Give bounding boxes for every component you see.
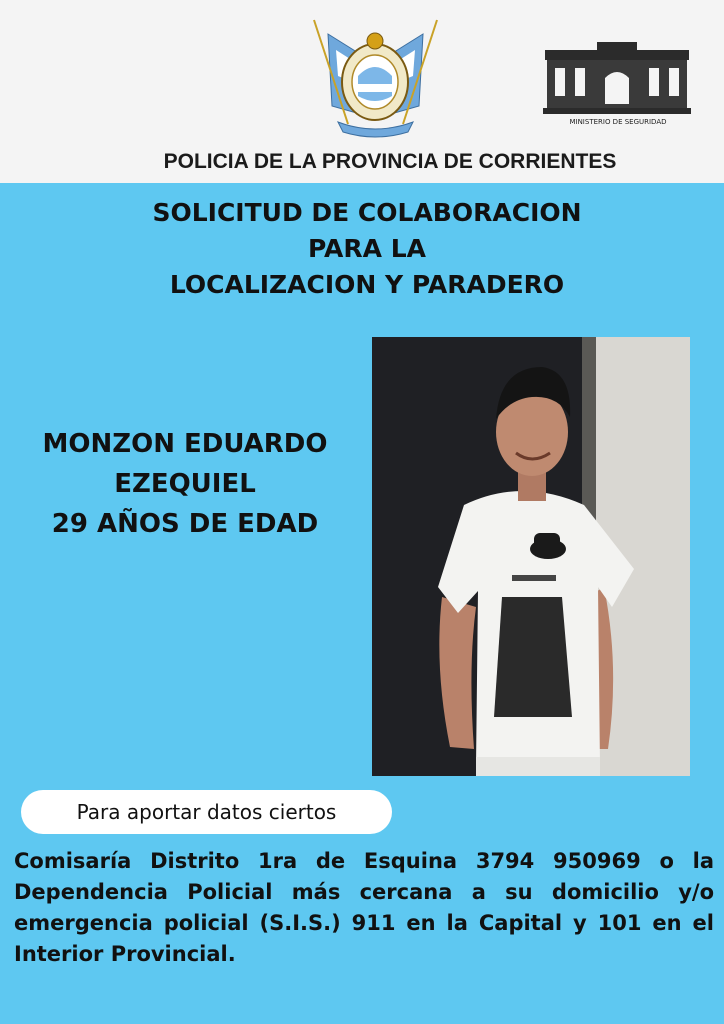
- poster-title: [0, 195, 724, 303]
- ministry-caption: MINISTERIO DE SEGURIDAD: [569, 118, 667, 126]
- missing-person-info: [0, 424, 370, 544]
- contact-call-to-action: Para aportar datos ciertos: [21, 790, 392, 834]
- person-age: 29 AÑOS DE EDAD: [51, 509, 319, 539]
- contact-details: Comisaría Distrito 1ra de Esquina 3794 950969 o la Dependencia Policial más cercana a su domicilio y/o emergencia policial (S.I.S.) 911 en la Capital y 101 en el Interior Provincial.: [14, 849, 714, 966]
- police-seal-logo: [308, 14, 443, 142]
- title-line-3: LOCALIZACION Y PARADERO: [169, 270, 565, 299]
- person-name-line-1: MONZON EDUARDO: [42, 429, 328, 459]
- title-line-2: PARA LA: [308, 234, 426, 263]
- ministry-building-logo: [543, 38, 691, 130]
- missing-person-photo: [372, 337, 690, 776]
- title-line-1: SOLICITUD DE COLABORACION: [152, 198, 582, 227]
- person-name-line-2: EZEQUIEL: [114, 469, 256, 499]
- agency-name: POLICIA DE LA PROVINCIA DE CORRIENTES: [163, 150, 617, 173]
- poster-header: [0, 0, 724, 183]
